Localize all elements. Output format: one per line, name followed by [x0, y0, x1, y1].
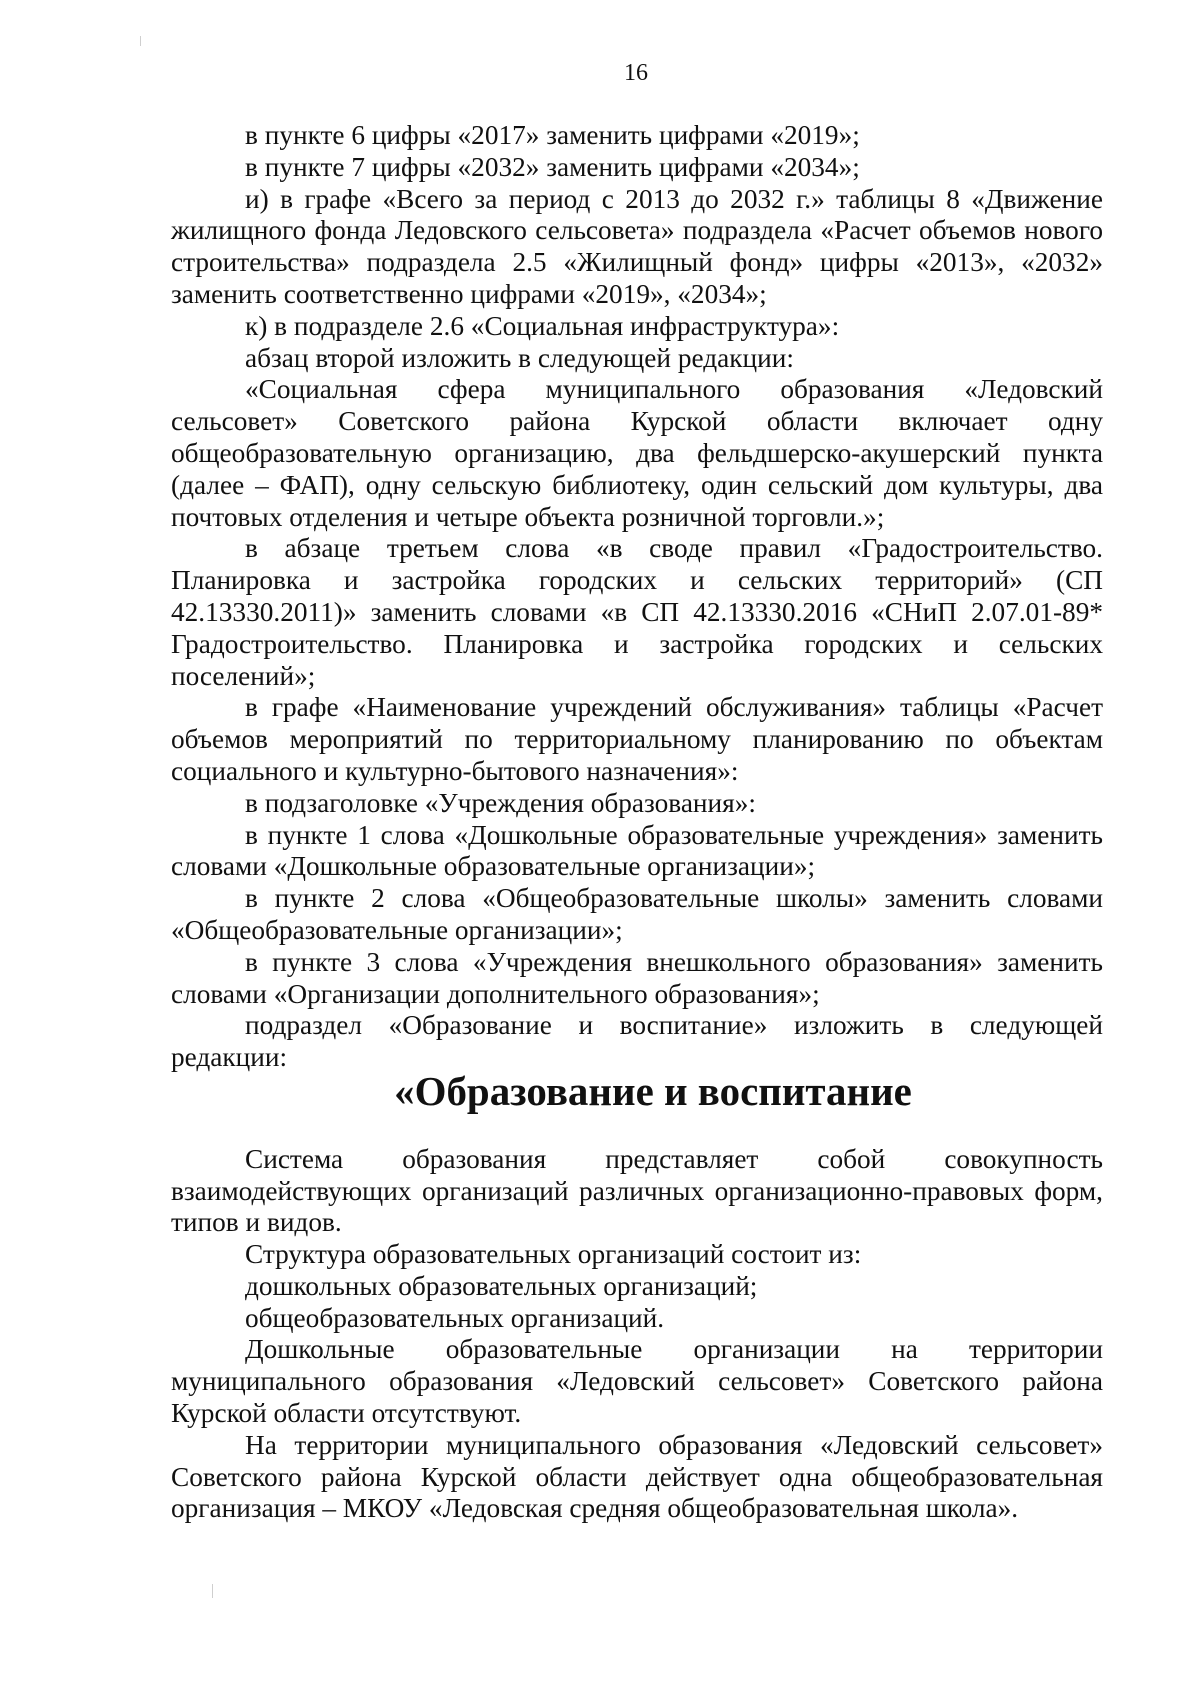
- paragraph-school: На территории муниципального образования «Ледовский сельсовет» Советского района Курской области действует одна общеобразовательная организация – МКОУ «Ледовская средняя общеобразовательная школа».: [171, 1429, 1103, 1524]
- paragraph-education-system: Система образования представляет собой совокупность взаимодействующих организаций различных организационно-правовых форм, типов и видов.: [171, 1143, 1103, 1238]
- document-body: [171, 120, 1103, 1525]
- paragraph-item-7: в пункте 7 цифры «2032» заменить цифрами «2034»;: [245, 151, 860, 182]
- scan-artifact-top: [140, 36, 141, 46]
- paragraph-abzac-second: абзац второй изложить в следующей редакции:: [245, 342, 794, 373]
- paragraph-table-column: в графе «Наименование учреждений обслуживания» таблицы «Расчет объемов мероприятий по территориальному планированию по объектам социального и культурно-бытового назначения»:: [171, 692, 1103, 786]
- paragraph-abzac-third: в абзаце третьем слова «в своде правил «Градостроительство. Планировка и застройка городских и сельских территорий» (СП 42.13330.2011)» заменить словами «в СП 42.13330.2016 «СНиП 2.07.01-89* Градостроительство. Планировка и застройка городских и сельских поселений»;: [171, 533, 1103, 691]
- page-number: 16: [624, 60, 648, 86]
- paragraph-i: и) в графе «Всего за период с 2013 до 2032 г.» таблицы 8 «Движение жилищного фонда Ледовского сельсовета» подраздела «Расчет объемов нового строительства» подраздела 2.5 «Жилищный фонд» цифры «2013», «2032» заменить соответственно цифрами «2019», «2034»;: [171, 183, 1103, 309]
- scan-artifact-bottom: [212, 1584, 213, 1598]
- paragraph-preschool-list: дошкольных образовательных организаций;: [245, 1270, 758, 1301]
- paragraph-preschool-absent: Дошкольные образовательные организации на территории муниципального образования «Ледовский сельсовет» Советского района Курской области отсутствуют.: [171, 1334, 1103, 1429]
- paragraph-point-3: в пункте 3 слова «Учреждения внешкольного образования» заменить словами «Организации дополнительного образования»;: [171, 946, 1103, 1009]
- section-title: «Образование и воспитание: [394, 1068, 912, 1114]
- paragraph-subsection-edit: подраздел «Образование и воспитание» изложить в следующей редакции:: [171, 1010, 1103, 1073]
- paragraph-subheading: в подзаголовке «Учреждения образования»:: [245, 787, 756, 818]
- paragraph-point-1: в пункте 1 слова «Дошкольные образовательные учреждения» заменить словами «Дошкольные образовательные организации»;: [171, 819, 1103, 882]
- paragraph-item-6: в пункте 6 цифры «2017» заменить цифрами «2019»;: [245, 120, 860, 150]
- paragraph-structure: Структура образовательных организаций состоит из:: [245, 1239, 862, 1270]
- paragraph-k: к) в подразделе 2.6 «Социальная инфраструктура»:: [245, 310, 840, 341]
- paragraph-general-list: общеобразовательных организаций.: [245, 1302, 665, 1333]
- paragraph-point-2: в пункте 2 слова «Общеобразовательные школы» заменить словами «Общеобразовательные организации»;: [171, 883, 1103, 945]
- paragraph-social-sphere: «Социальная сфера муниципального образования «Ледовский сельсовет» Советского района Курской области включает одну общеобразовательную организацию, два фельдшерско-акушерский пункта (далее – ФАП), одну сельскую библиотеку, один сельский дом культуры, два почтовых отделения и четыре объекта розничной торговли.»;: [171, 374, 1103, 532]
